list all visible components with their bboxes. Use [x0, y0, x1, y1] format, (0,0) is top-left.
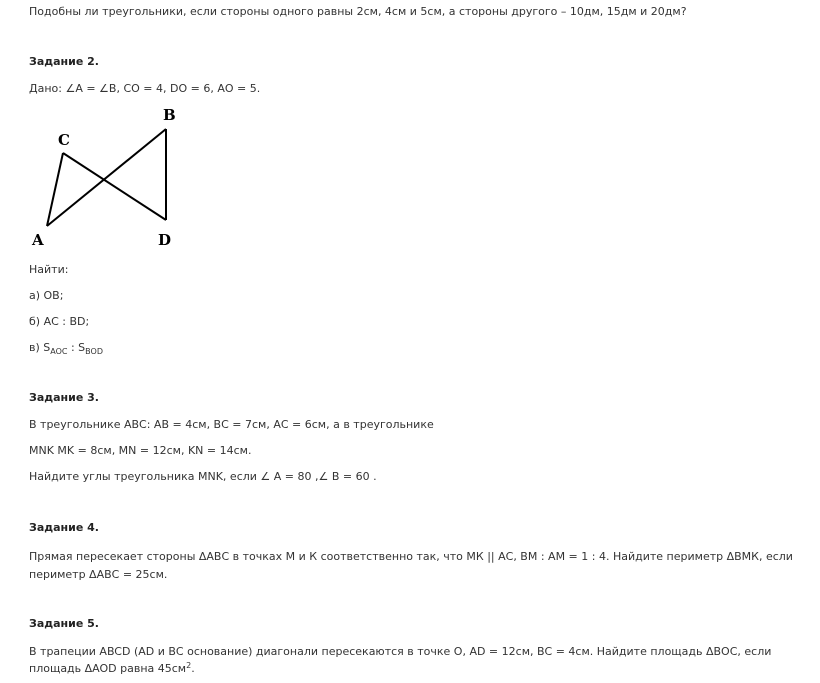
task2-item-b: б) АС : ВD; [29, 315, 90, 328]
task3-heading: Задание 3. [29, 391, 99, 404]
segment-cd [63, 153, 166, 220]
task2-item-c-prefix: в) S [29, 341, 51, 354]
bowtie-figure [28, 100, 188, 252]
task5-heading: Задание 5. [29, 617, 99, 630]
task4-text: Прямая пересекает стороны ΔАВС в точках М и К соответственно так, что МК || АС, ВМ : АМ = 1 : 4. Найдите периметр ΔВМК, если периметр ΔАВС = 25см. [29, 550, 793, 581]
task5-text [29, 643, 809, 677]
task2-item-c [29, 341, 103, 355]
task3-line1: В треугольнике АВС: АВ = 4см, ВС = 7см, АС = 6см, а в треугольнике [29, 418, 434, 431]
task3-line3: Найдите углы треугольника MNK, если ∠ A = 80 ,∠ B = 60 . [29, 470, 377, 483]
intro-question: Подобны ли треугольники, если стороны одного равны 2см, 4см и 5см, а стороны другого – 10дм, 15дм и 20дм? [29, 5, 687, 18]
task2-given: Дано: ∠А = ∠В, СО = 4, DO = 6, АО = 5. [29, 82, 261, 95]
task2-item-c-sub2: BOD [85, 347, 103, 356]
vertex-label-d: D [158, 231, 172, 249]
task3-line2: MNK MK = 8см, MN = 12см, KN = 14см. [29, 444, 252, 457]
task2-item-a: а) ОВ; [29, 289, 64, 302]
task2-item-c-sub1: AOC [50, 347, 68, 356]
vertex-label-a: A [32, 231, 44, 249]
task2-find-label: Найти: [29, 263, 69, 276]
vertex-label-b: B [163, 106, 176, 124]
task5-text-end: . [191, 662, 195, 675]
task2-item-c-mid: : S [67, 341, 86, 354]
vertex-label-c: C [58, 131, 70, 149]
task2-heading: Задание 2. [29, 55, 99, 68]
task5-text-main: В трапеции ABCD (AD и ВС основание) диагонали пересекаются в точке О, AD = 12см, ВС = 4см. Найдите площадь ΔВОС, если площадь ΔAOD равна 45см [29, 645, 772, 675]
task4-heading: Задание 4. [29, 521, 99, 534]
task5-text-sup: 2 [186, 661, 192, 670]
